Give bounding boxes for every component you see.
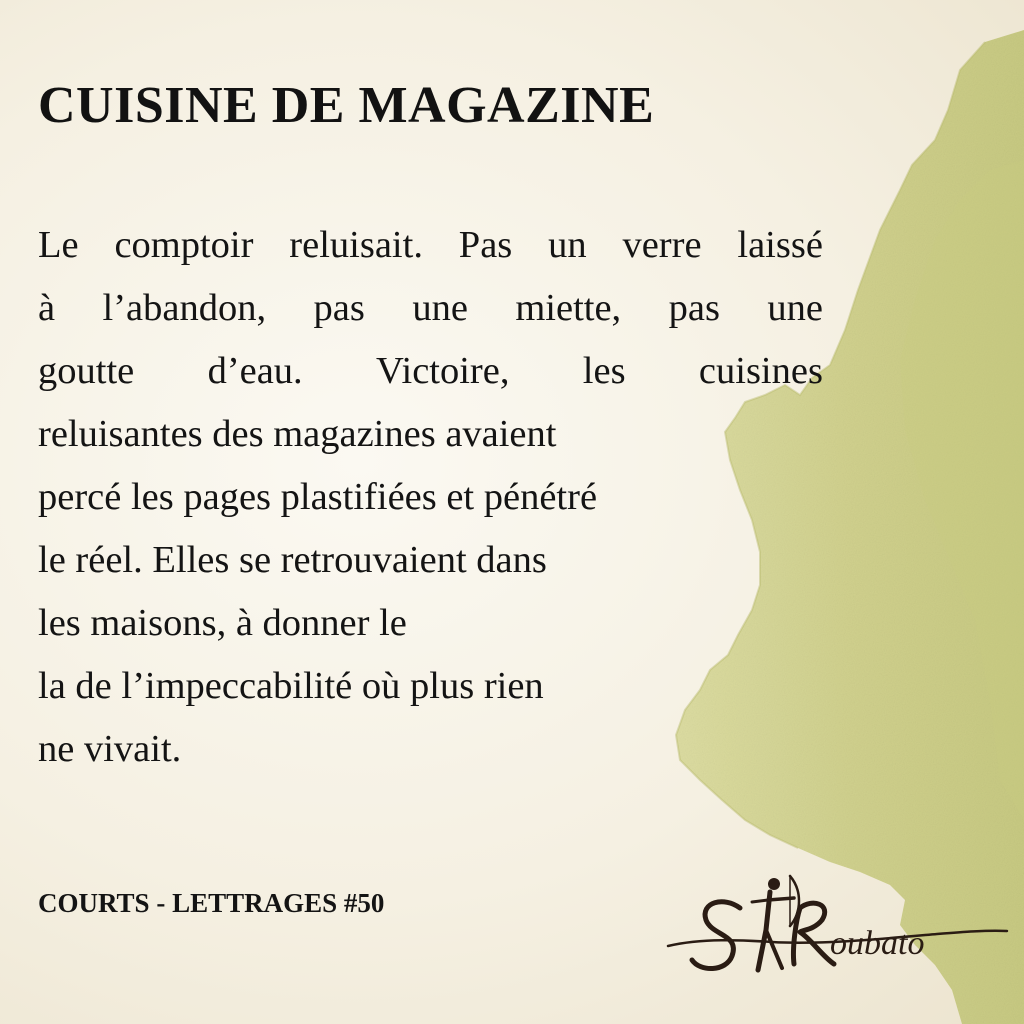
text-line: la de l’impeccabilité où plus rien xyxy=(38,665,544,707)
signature-logo xyxy=(662,868,1012,998)
signature-text: oubato xyxy=(830,925,925,962)
word: une xyxy=(412,287,468,329)
word: pas xyxy=(313,287,365,329)
word: cuisines xyxy=(698,350,823,392)
word: l’abandon, xyxy=(102,287,267,329)
page-title: CUISINE DE MAGAZINE xyxy=(38,77,655,134)
text-line: le réel. Elles se retrouvaient dans xyxy=(38,539,547,581)
word: un xyxy=(548,224,587,266)
story-text xyxy=(38,214,823,781)
word: Victoire, xyxy=(376,350,510,392)
word: d’eau. xyxy=(207,350,303,392)
text-line xyxy=(38,277,823,340)
word: Le xyxy=(38,224,79,266)
text-line xyxy=(38,340,823,403)
word: laissé xyxy=(737,224,823,266)
text-line: reluisantes des magazines avaient xyxy=(38,413,557,455)
word: goutte xyxy=(38,350,135,392)
word: pas xyxy=(668,287,720,329)
word: une xyxy=(767,287,823,329)
text-line: percé les pages plastifiées et pénétré xyxy=(38,476,598,518)
text-line xyxy=(38,214,823,277)
word: miette, xyxy=(515,287,622,329)
word: à xyxy=(38,287,56,329)
text-line: les maisons, à donner le xyxy=(38,602,407,644)
series-label: COURTS - LETTRAGES #50 xyxy=(38,888,385,918)
word: reluisait. xyxy=(289,224,423,266)
word: comptoir xyxy=(114,224,254,266)
text-line: ne vivait. xyxy=(38,728,182,770)
word: Pas xyxy=(458,224,513,266)
word: les xyxy=(582,350,626,392)
word: verre xyxy=(622,224,702,266)
